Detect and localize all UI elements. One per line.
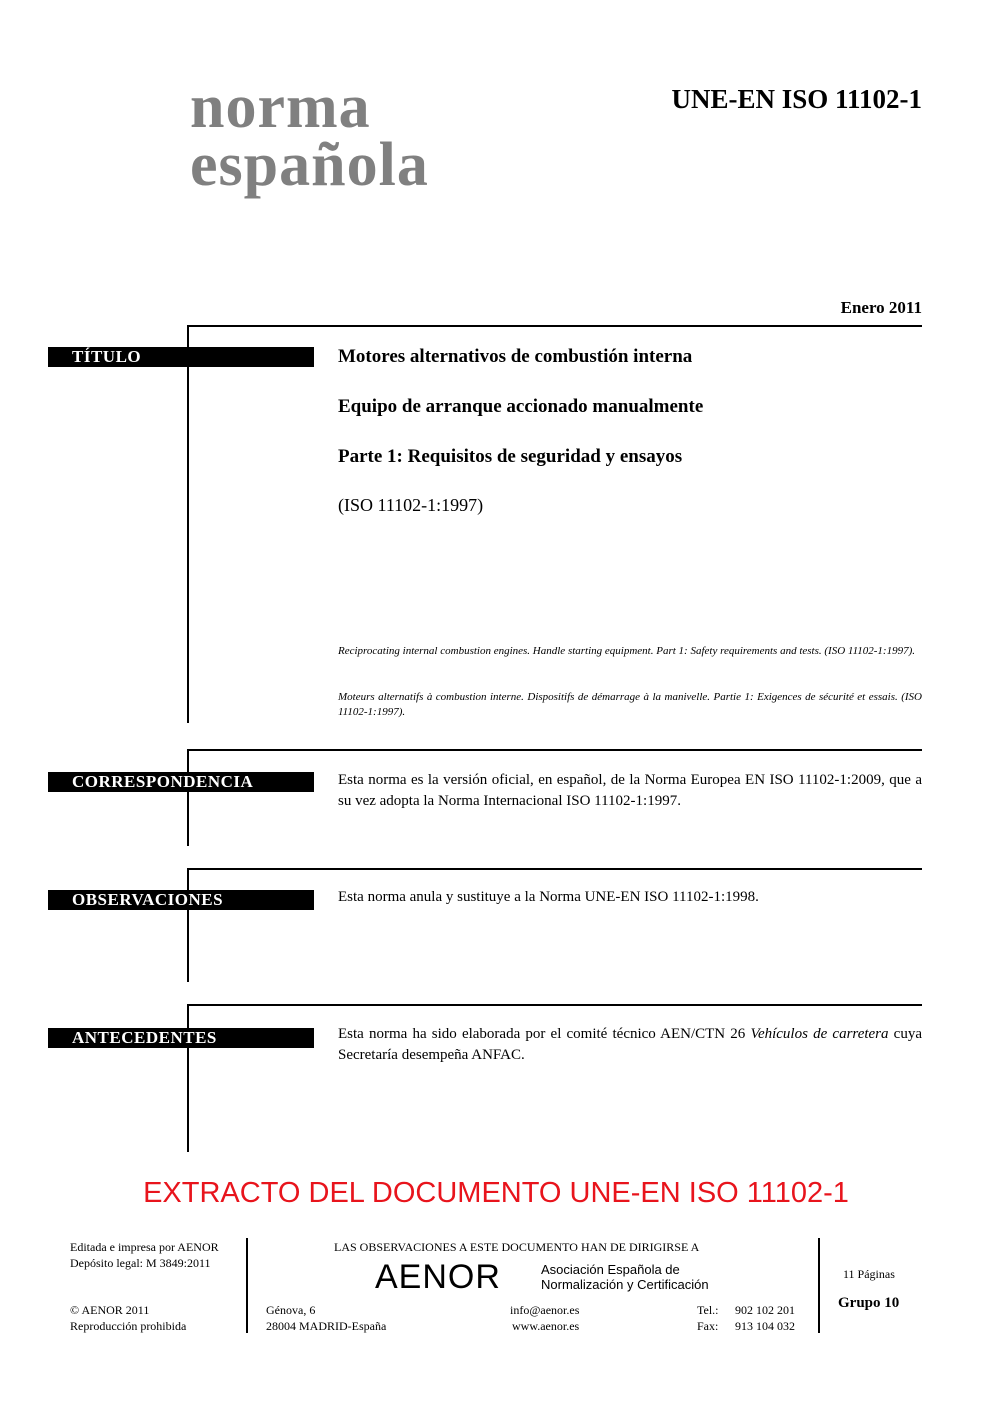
tel-label: Tel.: — [697, 1303, 719, 1317]
correspondencia-label: CORRESPONDENCIA — [48, 772, 314, 792]
email-link[interactable]: info@aenor.es — [510, 1303, 580, 1317]
aenor-logo: AENOR — [375, 1258, 501, 1296]
reproduction-notice: Reproducción prohibida — [70, 1319, 187, 1333]
fax-label: Fax: — [697, 1319, 719, 1333]
titulo-vertical-rule — [187, 325, 189, 723]
page-count: 11 Páginas — [843, 1267, 895, 1281]
english-title: Reciprocating internal combustion engines. Handle starting equipment. Part 1: Safety requirements and tests. (ISO 11102-1:1997). — [338, 645, 916, 657]
title-line-2: Equipo de arranque accionado manualmente — [338, 396, 704, 417]
publication-date: Enero 2011 — [840, 298, 922, 317]
phone-numbers — [735, 1302, 795, 1334]
footer-edition-info — [70, 1239, 219, 1271]
contact-online — [510, 1302, 579, 1334]
observations-heading: LAS OBSERVACIONES A ESTE DOCUMENTO HAN DE DIRIGIRSE A — [334, 1240, 700, 1254]
city: 28004 MADRID-España — [266, 1319, 387, 1333]
antecedentes-committee-name: Vehículos de carretera — [750, 1026, 889, 1042]
edited-by: Editada e impresa por AENOR — [70, 1240, 219, 1254]
french-title: Moteurs alternatifs à combustion interne. Dispositifs de démarrage à la manivelle. Partie 1: Exigences de sécurité et essais. (ISO 11102-1:1997). — [338, 691, 922, 718]
antecedentes-text-after: cuya Secretaría desempeña ANFAC. — [338, 1026, 922, 1063]
antecedentes-text — [338, 1024, 922, 1066]
address — [266, 1302, 386, 1334]
org-line-2: Normalización y Certificación — [541, 1277, 709, 1292]
web-link[interactable]: www.aenor.es — [512, 1319, 580, 1333]
observaciones-label: OBSERVACIONES — [48, 890, 314, 910]
aenor-organization-name — [541, 1262, 709, 1292]
street: Génova, 6 — [266, 1303, 316, 1317]
standard-code: UNE-EN ISO 11102-1 — [671, 84, 922, 114]
norma-line1: norma — [190, 73, 371, 141]
copyright: © AENOR 2011 — [70, 1303, 150, 1317]
observaciones-divider — [187, 868, 922, 870]
titulo-label: TÍTULO — [48, 347, 314, 367]
antecedentes-vertical-rule — [187, 1004, 189, 1152]
footer-copyright — [70, 1302, 186, 1334]
correspondencia-vertical-rule — [187, 749, 189, 846]
footer-left-rule — [246, 1238, 248, 1333]
fax-number: 913 104 032 — [735, 1319, 795, 1333]
tel-number: 902 102 201 — [735, 1303, 795, 1317]
org-line-1: Asociación Española de — [541, 1262, 680, 1277]
observaciones-text: Esta norma anula y sustituye a la Norma UNE-EN ISO 11102-1:1998. — [338, 889, 759, 905]
titulo-divider — [187, 325, 922, 327]
correspondencia-divider — [187, 749, 922, 751]
norma-espanola-heading — [190, 73, 429, 199]
title-line-1: Motores alternativos de combustión interna — [338, 346, 693, 367]
extract-notice: EXTRACTO DEL DOCUMENTO UNE-EN ISO 11102-1 — [143, 1177, 849, 1209]
norma-line2: española — [190, 131, 429, 199]
legal-deposit: Depósito legal: M 3849:2011 — [70, 1256, 211, 1270]
antecedentes-label: ANTECEDENTES — [48, 1028, 314, 1048]
title-line-3: Parte 1: Requisitos de seguridad y ensayos — [338, 446, 683, 467]
footer-right-rule — [818, 1238, 820, 1333]
price-group: Grupo 10 — [838, 1295, 900, 1311]
phone-labels — [697, 1302, 719, 1334]
correspondencia-text: Esta norma es la versión oficial, en español, de la Norma Europea EN ISO 11102-1:2009, que a su vez adopta la Norma Internacional ISO 11102-1:1997. — [338, 772, 922, 809]
iso-reference: (ISO 11102-1:1997) — [338, 495, 484, 515]
antecedentes-divider — [187, 1004, 922, 1006]
antecedentes-text-before: Esta norma ha sido elaborada por el comité técnico AEN/CTN 26 — [338, 1026, 751, 1042]
observaciones-vertical-rule — [187, 868, 189, 982]
